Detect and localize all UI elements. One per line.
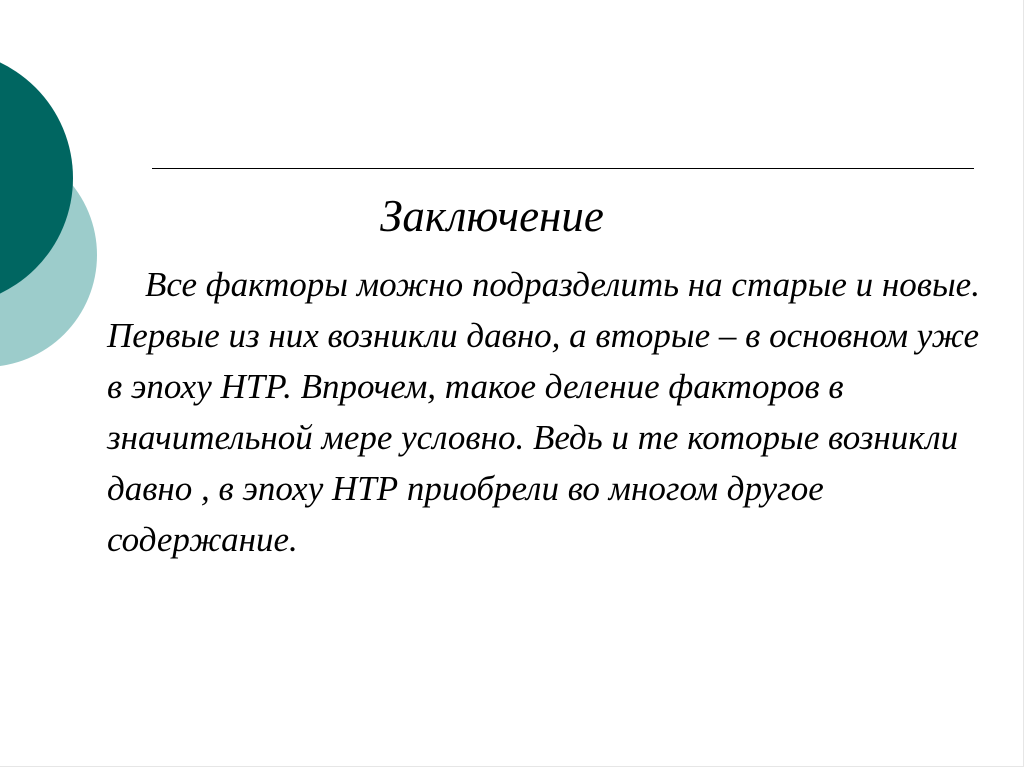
slide-body-text: Все факторы можно подразделить на старые и новые. Первые из них возникли давно, а вторые – в основном уже в эпоху НТР. Впрочем, такое деление факторов в значительной мере условно. Ведь и те которые возникли давно , в эпоху НТР приобрели во многом другое содержание. [107,265,980,559]
title-rule [152,168,974,169]
slide-title: Заключение [380,191,604,241]
